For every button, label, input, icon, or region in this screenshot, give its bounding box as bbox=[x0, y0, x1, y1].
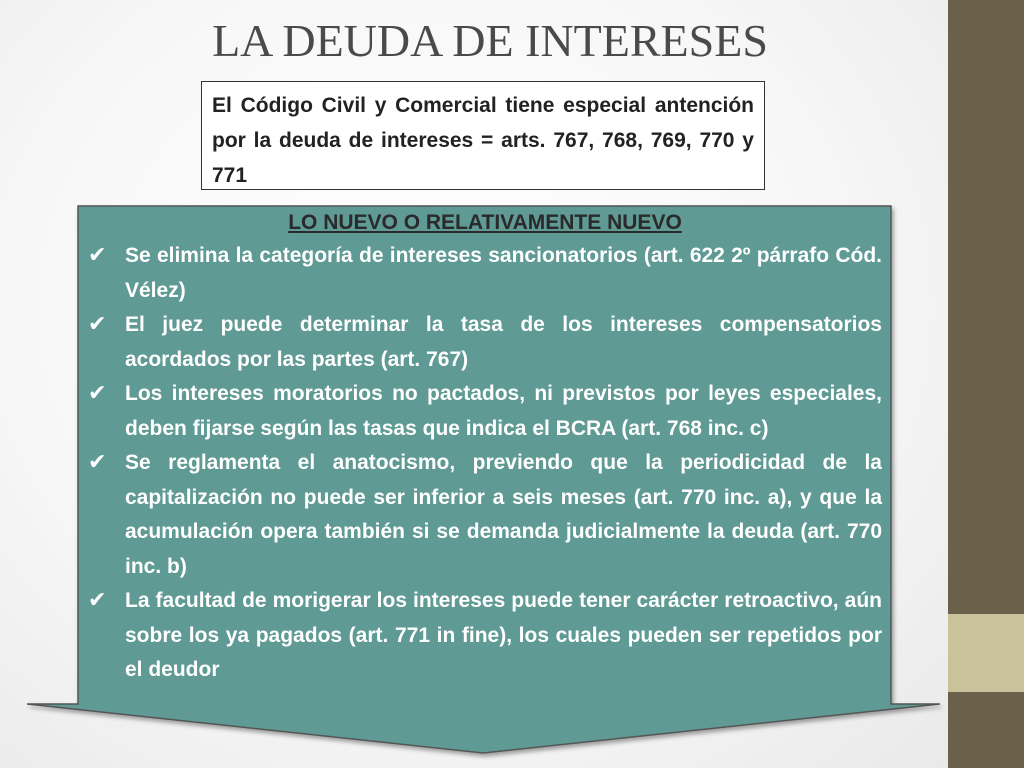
checkmark-icon: ✔ bbox=[88, 243, 107, 268]
list-item-text: Los intereses moratorios no pactados, ni previstos por leyes especiales, deben fijarse según las tasas que indica el BCRA (art. 768 inc. c) bbox=[125, 382, 882, 440]
intro-text-box: El Código Civil y Comercial tiene especial antención por la deuda de intereses = arts. 767, 768, 769, 770 y 771 bbox=[201, 81, 765, 190]
list-item bbox=[88, 377, 882, 446]
checkmark-icon: ✔ bbox=[88, 312, 107, 337]
list-item bbox=[88, 308, 882, 377]
list-item-text: Se reglamenta el anatocismo, previendo que la periodicidad de la capitalización no puede ser inferior a seis meses (art. 770 inc. a), y que la acumulación opera también si se demanda judicialmente la deuda (art. 770 inc. b) bbox=[125, 451, 882, 578]
bullet-list bbox=[88, 239, 882, 688]
list-item-text: El juez puede determinar la tasa de los intereses compensatorios acordados por las partes (art. 767) bbox=[125, 313, 882, 371]
slide-title: LA DEUDA DE INTERESES bbox=[212, 15, 768, 66]
panel-content bbox=[88, 207, 882, 688]
list-item-text: Se elimina la categoría de intereses sancionatorios (art. 622 2º párrafo Cód. Vélez) bbox=[125, 244, 882, 302]
checkmark-icon: ✔ bbox=[88, 588, 107, 613]
panel-heading: LO NUEVO O RELATIVAMENTE NUEVO bbox=[288, 211, 682, 234]
list-item bbox=[88, 446, 882, 584]
list-item bbox=[88, 239, 882, 308]
checkmark-icon: ✔ bbox=[88, 450, 107, 475]
checkmark-icon: ✔ bbox=[88, 381, 107, 406]
list-item bbox=[88, 584, 882, 688]
list-item-text: La facultad de morigerar los intereses puede tener carácter retroactivo, aún sobre los ya pagados (art. 771 in fine), los cuales pueden ser repetidos por el deudor bbox=[125, 589, 882, 681]
